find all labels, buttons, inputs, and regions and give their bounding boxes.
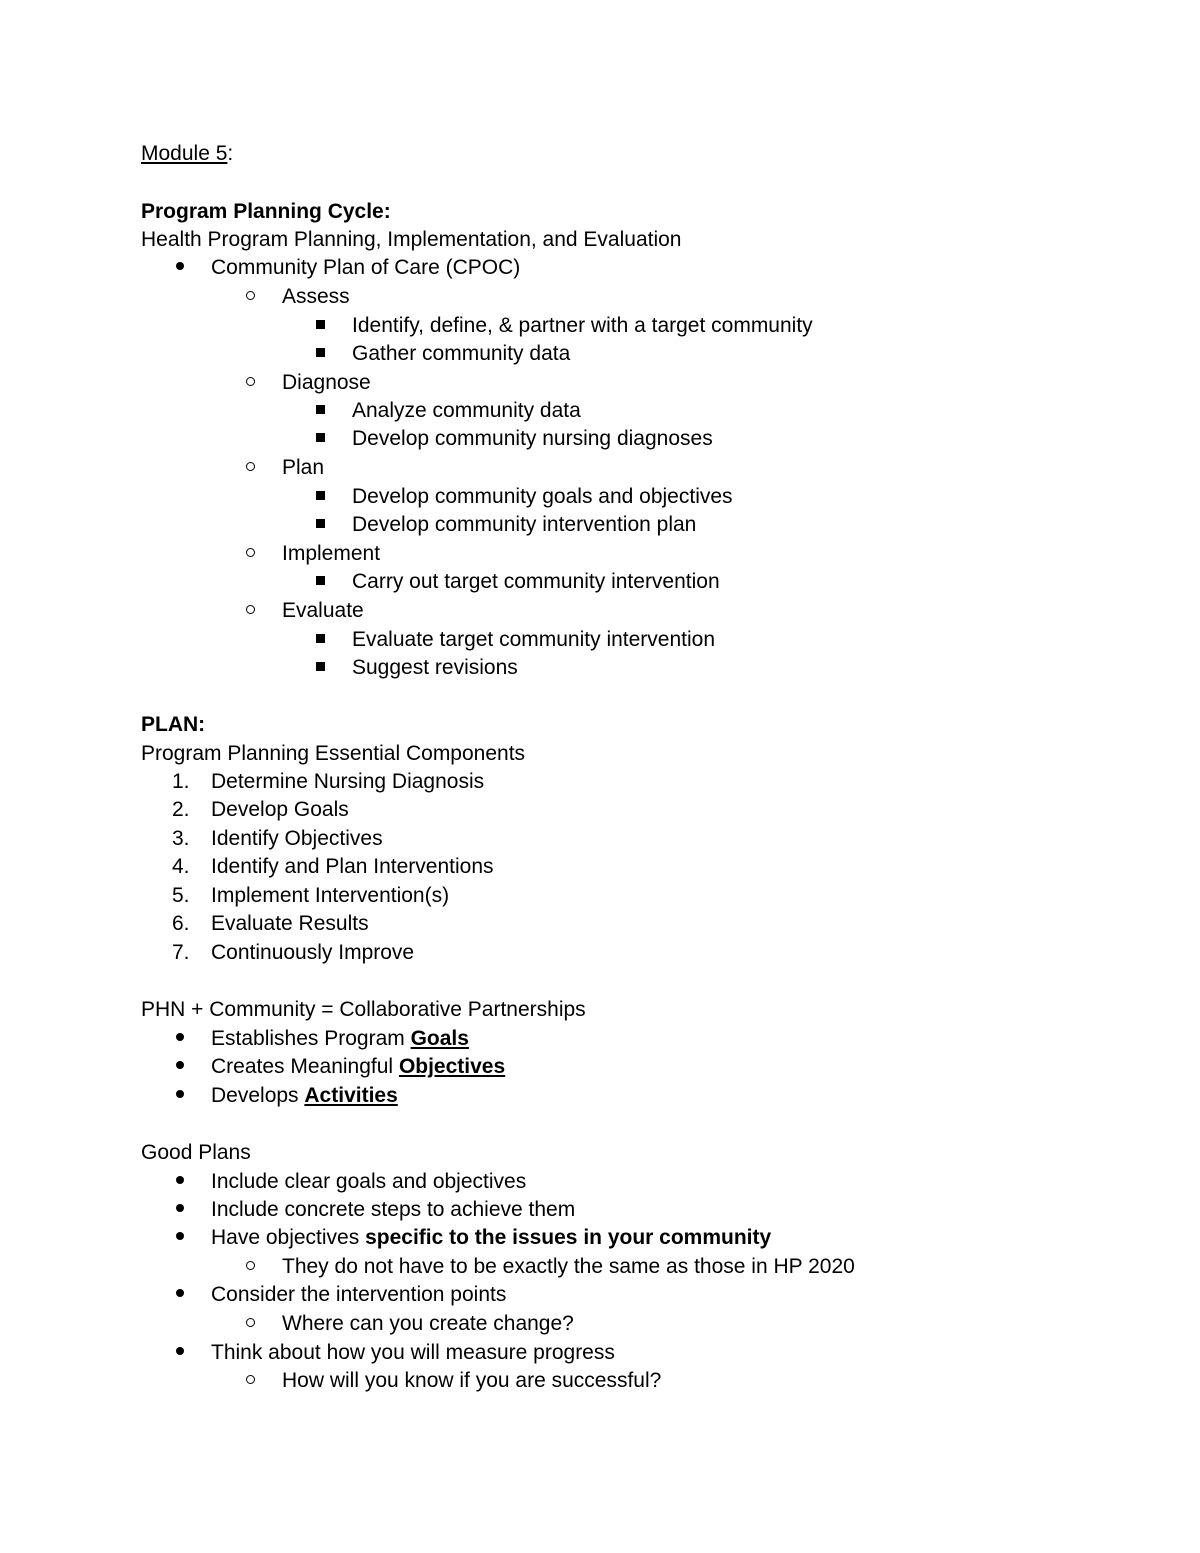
good-plans-item: Include clear goals and objectives [211,1170,527,1193]
disc-bullet-icon [176,1224,196,1252]
step-sub-item: Develop community goals and objectives [352,485,733,508]
list-number: 5. [172,884,190,907]
step-sub-item: Identify, define, & partner with a target community [352,314,813,337]
list-item: Identify Objectives [211,827,383,850]
step-implement: Implement [282,542,381,565]
circle-bullet-icon [246,1253,266,1281]
square-bullet-icon [316,568,336,596]
circle-bullet-icon [246,1310,266,1338]
step-evaluate: Evaluate [282,599,364,622]
disc-bullet-icon [176,1025,196,1053]
item-emphasis: Activities [304,1084,398,1107]
item-text: Develops [211,1084,305,1107]
cycle-heading: Program Planning Cycle: [141,200,391,223]
step-sub-item: Develop community nursing diagnoses [352,427,713,450]
good-plans-sub-item: They do not have to be exactly the same as those in HP 2020 [282,1255,855,1278]
good-plans-item [211,1224,771,1252]
item-text: Establishes Program [211,1027,411,1050]
step-sub-item: Evaluate target community intervention [352,628,716,651]
plan-subtitle: Program Planning Essential Components [141,742,526,765]
good-plans-heading: Good Plans [141,1141,251,1164]
square-bullet-icon [316,312,336,340]
item-emphasis: specific to the issues in your community [365,1226,772,1249]
good-plans-item: Include concrete steps to achieve them [211,1198,576,1221]
module-label: Module 5 [141,142,228,165]
square-bullet-icon [316,425,336,453]
disc-bullet-icon [176,254,196,282]
list-number: 3. [172,827,190,850]
good-plans-item: Consider the intervention points [211,1283,507,1306]
module-title [141,140,233,168]
step-diagnose: Diagnose [282,371,371,394]
list-number: 2. [172,798,190,821]
good-plans-item: Think about how you will measure progress [211,1341,615,1364]
square-bullet-icon [316,654,336,682]
disc-bullet-icon [176,1082,196,1110]
partnership-item [211,1053,505,1081]
circle-bullet-icon [246,1367,266,1395]
square-bullet-icon [316,626,336,654]
step-sub-item: Carry out target community intervention [352,570,720,593]
partnership-item [211,1025,469,1053]
list-number: 1. [172,770,190,793]
list-number: 7. [172,941,190,964]
square-bullet-icon [316,340,336,368]
step-assess: Assess [282,285,350,308]
step-plan: Plan [282,456,325,479]
partnership-item [211,1082,398,1110]
circle-bullet-icon [246,454,266,482]
list-item: Determine Nursing Diagnosis [211,770,485,793]
circle-bullet-icon [246,283,266,311]
list-item: Evaluate Results [211,912,369,935]
disc-bullet-icon [176,1281,196,1309]
cycle-subtitle: Health Program Planning, Implementation, and Evaluation [141,228,682,251]
item-emphasis: Goals [410,1027,469,1050]
list-item: Implement Intervention(s) [211,884,450,907]
circle-bullet-icon [246,369,266,397]
partnership-heading: PHN + Community = Collaborative Partnerships [141,998,586,1021]
plan-heading: PLAN: [141,713,206,736]
good-plans-sub-item: How will you know if you are successful? [282,1369,662,1392]
disc-bullet-icon [176,1168,196,1196]
step-sub-item: Suggest revisions [352,656,518,679]
list-number: 6. [172,912,190,935]
list-item: Develop Goals [211,798,349,821]
circle-bullet-icon [246,597,266,625]
item-emphasis: Objectives [398,1055,506,1078]
list-number: 4. [172,855,190,878]
disc-bullet-icon [176,1053,196,1081]
step-sub-item: Gather community data [352,342,571,365]
square-bullet-icon [316,483,336,511]
good-plans-sub-item: Where can you create change? [282,1312,574,1335]
disc-bullet-icon [176,1196,196,1224]
list-item: Continuously Improve [211,941,415,964]
step-sub-item: Develop community intervention plan [352,513,697,536]
list-item: Identify and Plan Interventions [211,855,494,878]
item-text: Have objectives [211,1226,366,1249]
item-text: Creates Meaningful [211,1055,399,1078]
circle-bullet-icon [246,540,266,568]
cpoc-item: Community Plan of Care (CPOC) [211,256,521,279]
module-suffix: : [227,142,234,165]
step-sub-item: Analyze community data [352,399,581,422]
square-bullet-icon [316,397,336,425]
disc-bullet-icon [176,1339,196,1367]
square-bullet-icon [316,511,336,539]
